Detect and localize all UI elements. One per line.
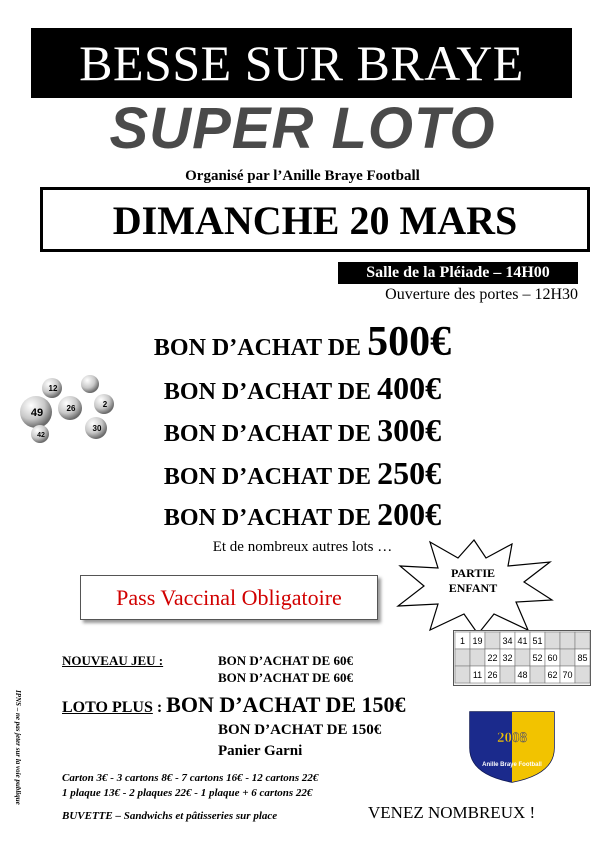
town-banner: BESSE SUR BRAYE <box>31 28 572 98</box>
lotto-cell-number: 62 <box>547 670 558 680</box>
club-badge-logo <box>466 708 558 784</box>
lotto-cell <box>530 666 545 683</box>
ball-number: 30 <box>92 424 102 433</box>
closing-line: VENEZ NOMBREUX ! <box>368 803 536 822</box>
prize-line <box>0 455 605 492</box>
organizer-line: Organisé par l’Anille Braye Football <box>185 168 420 184</box>
lotto-cell-number: 1 <box>459 636 466 646</box>
lotto-cell-number: 11 <box>472 670 483 680</box>
badge-text: Anille Braye Football <box>482 762 542 768</box>
doors-open-line: Ouverture des portes – 12H30 <box>385 286 578 303</box>
lotto-cell <box>560 632 575 649</box>
lotto-cell <box>455 666 470 683</box>
lotto-cell-number: 70 <box>562 670 573 680</box>
loto-plus-label: LOTO PLUS <box>62 699 153 716</box>
lotto-cell-number: 26 <box>487 670 498 680</box>
side-note: IPNS – ne pas jeter sur la voie publique <box>14 690 22 805</box>
prize-line <box>0 318 605 366</box>
lotto-cell <box>545 632 560 649</box>
prize-amount: 400€ <box>377 370 442 406</box>
lotto-cell-number: 32 <box>502 653 513 663</box>
lotto-cell-number: 85 <box>577 653 588 663</box>
loto-plus-prize: BON D’ACHAT DE 150€ <box>218 722 382 738</box>
prize-label: BON D’ACHAT DE <box>153 335 368 361</box>
lotto-cell <box>575 666 590 683</box>
prize-amount: 250€ <box>377 455 442 491</box>
prize-label: BON D’ACHAT DE <box>163 505 378 531</box>
prize-amount: 300€ <box>377 412 442 448</box>
kids-game-badge <box>418 566 528 596</box>
venue-banner: Salle de la Pléiade – 14H00 <box>338 262 578 284</box>
vaccine-pass-notice: Pass Vaccinal Obligatoire <box>80 575 378 620</box>
lotto-cell <box>455 649 470 666</box>
prize-line <box>0 496 605 533</box>
prize-label: BON D’ACHAT DE <box>163 379 378 405</box>
lotto-cell-number: 34 <box>502 636 513 646</box>
ball-number: 42 <box>37 432 45 439</box>
new-game-prize: BON D’ACHAT DE 60€ <box>218 670 353 685</box>
other-prizes-line: Et de nombreux autres lots … <box>212 539 393 555</box>
lotto-cell <box>560 649 575 666</box>
burst-line: PARTIE <box>450 566 496 580</box>
lotto-cell <box>575 632 590 649</box>
ball-number: 2 <box>102 400 108 409</box>
loto-plus-main-prize: BON D’ACHAT DE 150€ <box>166 692 406 717</box>
date-box: DIMANCHE 20 MARS <box>40 187 590 252</box>
lotto-cell-number: 41 <box>517 636 528 646</box>
lotto-cell-number: 19 <box>472 636 483 646</box>
lotto-cell <box>500 666 515 683</box>
lotto-cell-number: 52 <box>532 653 543 663</box>
ball-number: 12 <box>48 384 58 393</box>
lotto-cell <box>515 649 530 666</box>
lotto-cell <box>470 649 485 666</box>
lotto-card-icon <box>453 630 591 686</box>
pricing-line: Carton 3€ - 3 cartons 8€ - 7 cartons 16€ - 12 cartons 22€ <box>62 772 319 784</box>
ball-number: 49 <box>30 407 44 419</box>
prize-amount: 200€ <box>377 496 442 532</box>
buvette-line: BUVETTE – Sandwichs et pâtisseries sur place <box>62 810 278 822</box>
pricing-line: 1 plaque 13€ - 2 plaques 22€ - 1 plaque + 6 cartons 22€ <box>62 787 313 799</box>
new-game-label: NOUVEAU JEU : <box>62 653 164 668</box>
prize-label: BON D’ACHAT DE <box>163 421 378 447</box>
prize-label: BON D’ACHAT DE <box>163 464 378 490</box>
ball-number: 26 <box>66 404 76 413</box>
prize-amount: 500€ <box>367 319 452 365</box>
prize-line <box>0 412 605 449</box>
lotto-cell-number: 48 <box>517 670 528 680</box>
prize-line <box>0 370 605 407</box>
loto-plus-line: LOTO PLUS : BON D’ACHAT DE 150€ <box>62 692 406 717</box>
lotto-cell-number: 22 <box>487 653 498 663</box>
lotto-cell <box>485 632 500 649</box>
event-title: SUPER LOTO <box>109 96 496 161</box>
lotto-cell-number: 60 <box>547 653 558 663</box>
lotto-cell-number: 51 <box>532 636 543 646</box>
badge-year: 2008 <box>497 730 527 746</box>
burst-line: ENFANT <box>448 581 498 595</box>
loto-plus-prize: Panier Garni <box>218 743 303 759</box>
new-game-prize: BON D’ACHAT DE 60€ <box>218 653 353 668</box>
